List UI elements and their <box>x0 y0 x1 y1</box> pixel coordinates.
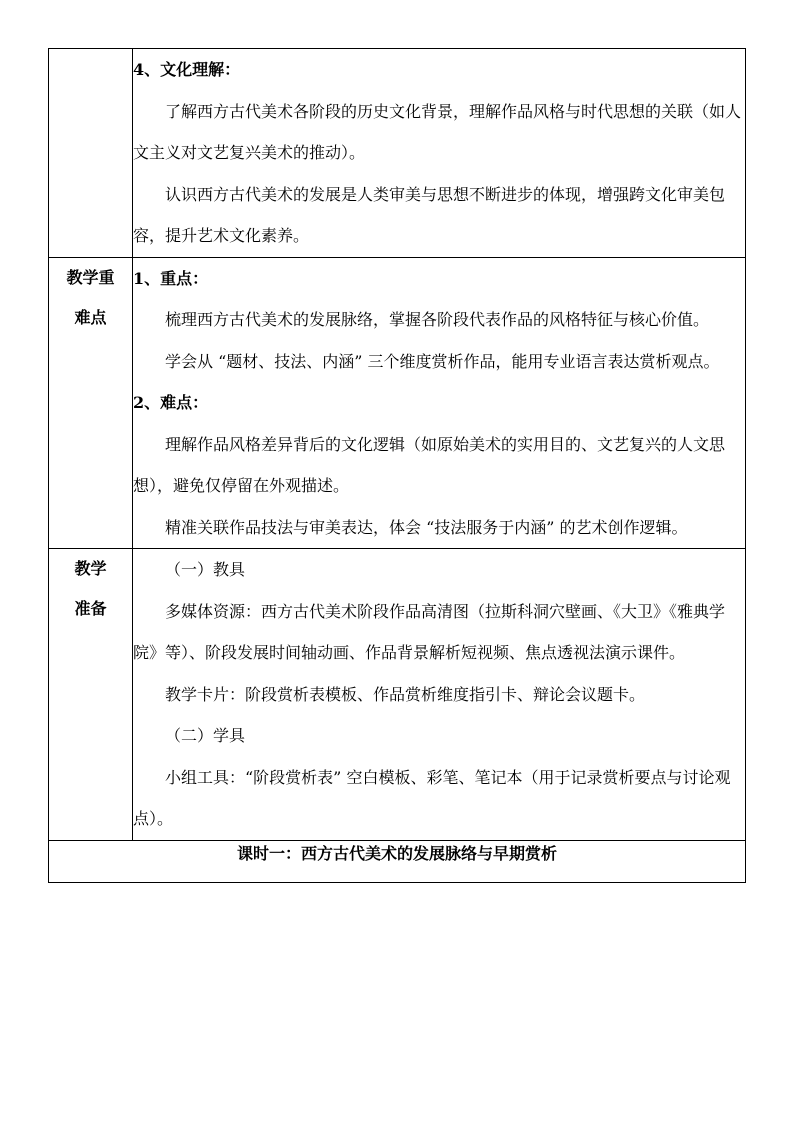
paragraph: 多媒体资源：西方古代美术阶段作品高清图（拉斯科洞穴壁画、《大卫》《雅典学院》等）、阶段发展时间轴动画、作品背景解析短视频、焦点透视法演示课件。 <box>133 601 726 662</box>
table-row-culture <box>49 49 746 258</box>
row-label-line-2: 难点 <box>74 307 107 327</box>
table-row-footer <box>49 840 746 882</box>
paragraph: 小组工具：“阶段赏析表” 空白模板、彩笔、笔记本（用于记录赏析要点与讨论观点）。 <box>133 767 731 828</box>
row-label-cell <box>49 549 133 841</box>
paragraph: 精准关联作品技法与审美表达，体会 “技法服务于内涵” 的艺术创作逻辑。 <box>165 517 688 537</box>
paragraph: 了解西方古代美术各阶段的历史文化背景，理解作品风格与时代思想的关联（如人文主义对文艺复兴美术的推动）。 <box>133 101 742 162</box>
row-label-line-1: 教学 <box>74 559 107 578</box>
lesson-title: 课时一：西方古代美术的发展脉络与早期赏析 <box>49 840 746 882</box>
paragraph: 教学卡片：阶段赏析表模板、作品赏析维度指引卡、辩论会议题卡。 <box>165 684 646 704</box>
subsection-heading: （一）教具 <box>165 560 246 579</box>
lesson-plan-table <box>48 48 746 883</box>
paragraph: 学会从 “题材、技法、内涵” 三个维度赏析作品，能用专业语言表达赏析观点。 <box>165 351 720 371</box>
row-content-cell <box>133 257 746 549</box>
section-heading: 4、文化理解： <box>133 60 241 79</box>
row-label-cell <box>49 257 133 549</box>
table-row-key-points <box>49 257 746 549</box>
row-content-cell <box>133 49 746 258</box>
section-heading: 1、重点： <box>133 268 209 288</box>
row-label-line-2: 准备 <box>74 599 107 618</box>
section-heading: 2、难点： <box>133 393 209 412</box>
row-label-cell <box>49 49 133 258</box>
row-label-line-1: 教学重 <box>66 267 115 287</box>
paragraph: 梳理西方古代美术的发展脉络，掌握各阶段代表作品的风格特征与核心价值。 <box>165 310 710 329</box>
paragraph: 认识西方古代美术的发展是人类审美与思想不断进步的体现，增强跨文化审美包容，提升艺术文化素养。 <box>133 184 726 245</box>
subsection-heading: （二）学具 <box>165 726 246 745</box>
paragraph: 理解作品风格差异背后的文化逻辑（如原始美术的实用目的、文艺复兴的人文思想），避免仅停留在外观描述。 <box>133 434 726 495</box>
table-row-preparation <box>49 549 746 841</box>
row-content-cell <box>133 549 746 841</box>
